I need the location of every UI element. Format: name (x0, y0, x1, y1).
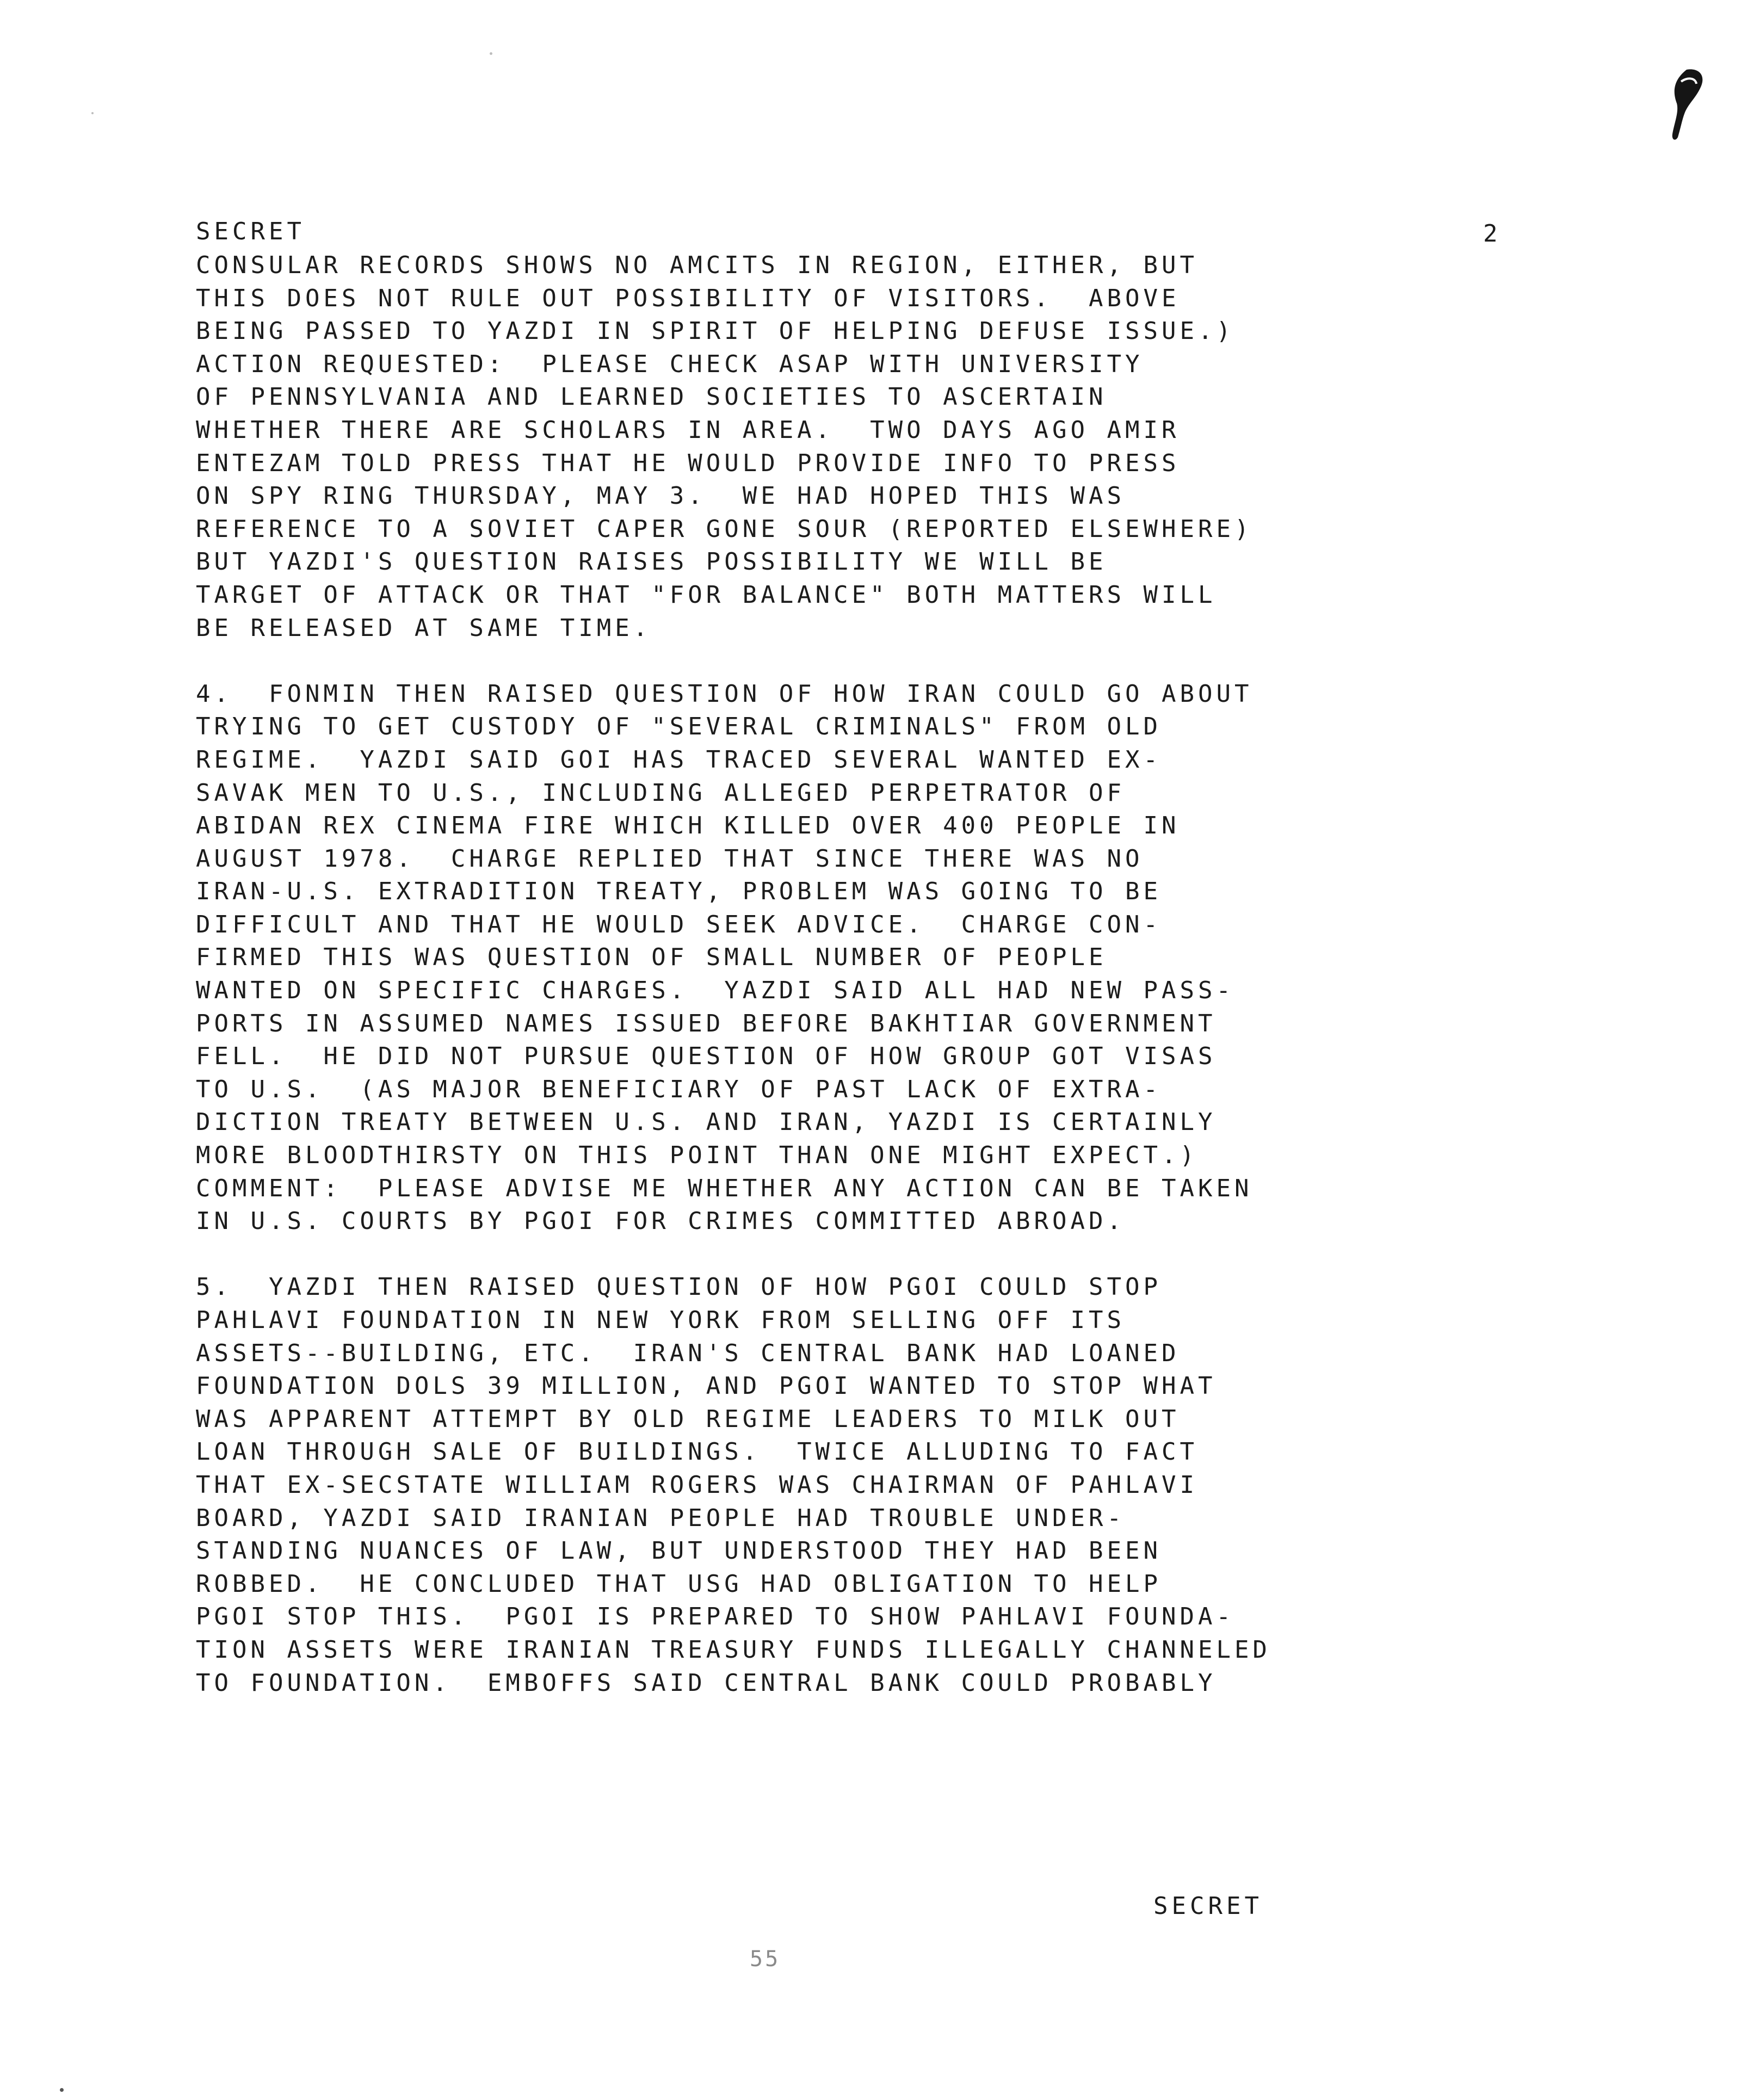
text-line: OF PENNSYLVANIA AND LEARNED SOCIETIES TO ASCERTAIN (196, 383, 1107, 411)
text-line: ON SPY RING THURSDAY, MAY 3. WE HAD HOPED THIS WAS (196, 482, 1126, 510)
text-line: WANTED ON SPECIFIC CHARGES. YAZDI SAID ALL HAD NEW PASS- (196, 977, 1234, 1005)
ink-mark-icon (1665, 65, 1708, 147)
text-line: FIRMED THIS WAS QUESTION OF SMALL NUMBER OF PEOPLE (196, 943, 1107, 972)
paragraph-4-criminals (196, 678, 1556, 1238)
paper-speck (490, 52, 492, 55)
text-line: REGIME. YAZDI SAID GOI HAS TRACED SEVERAL WANTED EX- (196, 745, 1162, 774)
text-line: WAS APPARENT ATTEMPT BY OLD REGIME LEADERS TO MILK OUT (196, 1405, 1180, 1433)
text-line: 5. YAZDI THEN RAISED QUESTION OF HOW PGOI COULD STOP (196, 1273, 1162, 1301)
text-line: ENTEZAM TOLD PRESS THAT HE WOULD PROVIDE INFO TO PRESS (196, 449, 1180, 477)
paper-speck (60, 2088, 64, 2092)
text-line: ABIDAN REX CINEMA FIRE WHICH KILLED OVER 400 PEOPLE IN (196, 812, 1180, 840)
text-line: REFERENCE TO A SOVIET CAPER GONE SOUR (REPORTED ELSEWHERE) (196, 515, 1253, 543)
text-line: ACTION REQUESTED: PLEASE CHECK ASAP WITH UNIVERSITY (196, 350, 1144, 378)
text-line: IRAN-U.S. EXTRADITION TREATY, PROBLEM WAS GOING TO BE (196, 878, 1162, 906)
text-line: THAT EX-SECSTATE WILLIAM ROGERS WAS CHAIRMAN OF PAHLAVI (196, 1471, 1198, 1499)
text-line: TRYING TO GET CUSTODY OF "SEVERAL CRIMINALS" FROM OLD (196, 713, 1162, 741)
text-line: DICTION TREATY BETWEEN U.S. AND IRAN, YAZDI IS CERTAINLY (196, 1108, 1217, 1137)
text-line: 4. FONMIN THEN RAISED QUESTION OF HOW IRAN COULD GO ABOUT (196, 680, 1253, 708)
text-line: ASSETS--BUILDING, ETC. IRAN'S CENTRAL BANK HAD LOANED (196, 1339, 1180, 1367)
footer-classification: SECRET (1153, 1892, 1263, 1920)
text-line: COMMENT: PLEASE ADVISE ME WHETHER ANY ACTION CAN BE TAKEN (196, 1174, 1253, 1202)
paper-speck (91, 112, 94, 114)
text-line: FELL. HE DID NOT PURSUE QUESTION OF HOW GROUP GOT VISAS (196, 1042, 1217, 1071)
text-line: LOAN THROUGH SALE OF BUILDINGS. TWICE ALLUDING TO FACT (196, 1438, 1198, 1466)
text-line: BE RELEASED AT SAME TIME. (196, 614, 652, 642)
text-line: IN U.S. COURTS BY PGOI FOR CRIMES COMMITTED ABROAD. (196, 1207, 1126, 1236)
text-line: TARGET OF ATTACK OR THAT "FOR BALANCE" BOTH MATTERS WILL (196, 580, 1217, 609)
text-line: MORE BLOODTHIRSTY ON THIS POINT THAN ONE MIGHT EXPECT.) (196, 1141, 1198, 1170)
text-line: BUT YAZDI'S QUESTION RAISES POSSIBILITY WE WILL BE (196, 548, 1107, 576)
text-line: TION ASSETS WERE IRANIAN TREASURY FUNDS ILLEGALLY CHANNELED (196, 1635, 1271, 1664)
document-body (196, 249, 1556, 1733)
paragraph-consular-records (196, 249, 1556, 645)
text-line: ROBBED. HE CONCLUDED THAT USG HAD OBLIGATION TO HELP (196, 1570, 1162, 1598)
page-number: 2 (1483, 220, 1498, 248)
text-line: PGOI STOP THIS. PGOI IS PREPARED TO SHOW PAHLAVI FOUNDA- (196, 1603, 1234, 1631)
footer-page-mark: 55 (750, 1947, 781, 1972)
text-line: STANDING NUANCES OF LAW, BUT UNDERSTOOD THEY HAD BEEN (196, 1537, 1162, 1565)
text-line: TO U.S. (AS MAJOR BENEFICIARY OF PAST LACK OF EXTRA- (196, 1075, 1162, 1103)
paragraph-5-pahlavi-foundation (196, 1271, 1556, 1700)
text-line: AUGUST 1978. CHARGE REPLIED THAT SINCE THERE WAS NO (196, 844, 1144, 873)
text-line: CONSULAR RECORDS SHOWS NO AMCITS IN REGION, EITHER, BUT (196, 251, 1198, 279)
text-line: PORTS IN ASSUMED NAMES ISSUED BEFORE BAKHTIAR GOVERNMENT (196, 1009, 1217, 1037)
text-line: TO FOUNDATION. EMBOFFS SAID CENTRAL BANK COULD PROBABLY (196, 1669, 1217, 1697)
text-line: PAHLAVI FOUNDATION IN NEW YORK FROM SELLING OFF ITS (196, 1306, 1126, 1334)
text-line: FOUNDATION DOLS 39 MILLION, AND PGOI WANTED TO STOP WHAT (196, 1372, 1217, 1400)
text-line: BEING PASSED TO YAZDI IN SPIRIT OF HELPING DEFUSE ISSUE.) (196, 317, 1234, 345)
header-classification: SECRET (196, 218, 305, 245)
text-line: BOARD, YAZDI SAID IRANIAN PEOPLE HAD TROUBLE UNDER- (196, 1504, 1126, 1532)
text-line: SAVAK MEN TO U.S., INCLUDING ALLEGED PERPETRATOR OF (196, 779, 1126, 807)
text-line: THIS DOES NOT RULE OUT POSSIBILITY OF VISITORS. ABOVE (196, 284, 1180, 312)
text-line: WHETHER THERE ARE SCHOLARS IN AREA. TWO DAYS AGO AMIR (196, 416, 1180, 444)
text-line: DIFFICULT AND THAT HE WOULD SEEK ADVICE. CHARGE CON- (196, 910, 1162, 938)
